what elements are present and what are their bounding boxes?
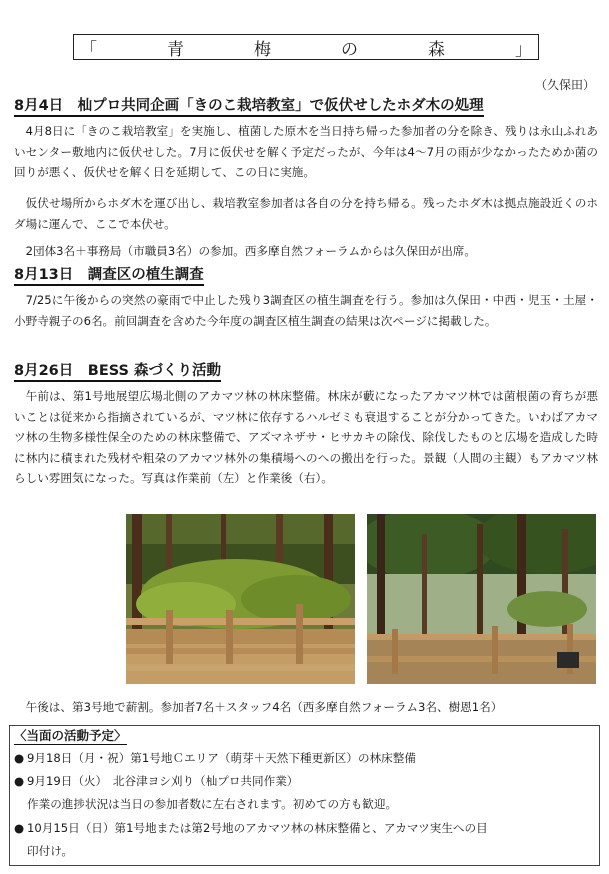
schedule-title: 〈当面の活動予定〉 <box>14 728 127 743</box>
section-heading-aug13: 8月13日 調査区の植生調査 <box>14 266 204 286</box>
title-char: 森 <box>428 39 445 60</box>
schedule-note: 作業の進捗状況は当日の参加者数に左右されます。初めての方も歓迎。 <box>27 797 398 811</box>
forest-before-image <box>126 514 355 684</box>
bullet-icon: ● <box>14 821 25 835</box>
newsletter-title <box>73 34 539 60</box>
section2-paragraph-1: 7/25に午後からの突然の豪雨で中止した残り3調査区の植生調査を行う。参加は久保田・中西・児玉・土屋・小野寺親子の6名。前回調査を含めた今年度の調査区植生調査の結果は次ページに掲載した。 <box>14 293 598 328</box>
schedule-item <box>14 819 488 837</box>
author-name: （久保田） <box>534 78 595 92</box>
photo-after-work <box>367 514 596 684</box>
title-char: 梅 <box>254 39 271 60</box>
schedule-item <box>14 749 416 767</box>
schedule-item-text: 9月18日（月・祝）第1号地Ｃエリア（萌芽＋天然下種更新区）の林床整備 <box>27 751 416 765</box>
photo-before-work <box>126 514 355 684</box>
forest-after-image <box>367 514 596 684</box>
title-open-bracket: 「 <box>80 39 97 60</box>
title-char: の <box>341 39 358 60</box>
section1-paragraph-3: 2団体3名＋事務局（市職員3名）の参加。西多摩自然フォーラムからは久保田が出席。 <box>25 244 476 258</box>
schedule-item-text: 9月19日（火） 北谷津ヨシ刈り（杣プロ共同作業） <box>27 774 299 788</box>
schedule-item-text: 10月15日（日）第1号地または第2号地のアカマツ林の林床整備と、アカマツ実生への目 <box>27 821 488 835</box>
bullet-icon: ● <box>14 774 25 788</box>
section3-paragraph-1: 午前は、第1号地展望広場北側のアカマツ林の林床整備。林床が藪になったアカマツ林では菌根菌の育ちが悪いことは従来から指摘されているが、マツ林に依存するハルゼミも衰退することが分かってきた。いわばアカマツ林の生物多様性保全のための林床整備で、アズマネザサ・ヒサカキの除伐、除伐したものと広場を造成した時に林内に積まれた残材や粗朶のアカマツ林外の集積場へのへの搬出を行った。景観（人間の主観）もアカマツ林らしい雰囲気になった。写真は作業前（左）と作業後（右）。 <box>14 389 598 485</box>
schedule-item <box>14 772 298 790</box>
section-heading-aug26: 8月26日 BESS 森づくり活動 <box>14 362 221 382</box>
section1-paragraph-2: 仮伏せ場所からホダ木を運び出し、栽培教室参加者は各自の分を持ち帰る。残ったホダ木は拠点施設近くのホダ場に運んで、ここで本伏せ。 <box>14 196 598 231</box>
bullet-icon: ● <box>14 751 25 765</box>
section1-paragraph-1: 4月8日に「きのこ栽培教室」を実施し、植菌した原木を当日持ち帰った参加者の分を除き、残りは永山ふれあいセンター敷地内に仮伏せした。7月に仮伏せを解く予定だったが、今年は4～7月の雨が少なかったためか菌の回りが悪く、仮伏せを解く日を延期して、この日に実施。 <box>14 124 598 179</box>
section3-paragraph-2: 午後は、第3号地で薪割。参加者7名＋スタッフ4名（西多摩自然フォーラム3名、樹恩1名） <box>25 700 503 714</box>
schedule-item-continuation: 印付け。 <box>27 844 73 858</box>
title-close-bracket: 」 <box>515 39 532 60</box>
section-heading-aug4: 8月4日 杣プロ共同企画「きのこ栽培教室」で仮伏せしたホダ木の処理 <box>14 97 484 117</box>
title-char: 青 <box>167 39 184 60</box>
